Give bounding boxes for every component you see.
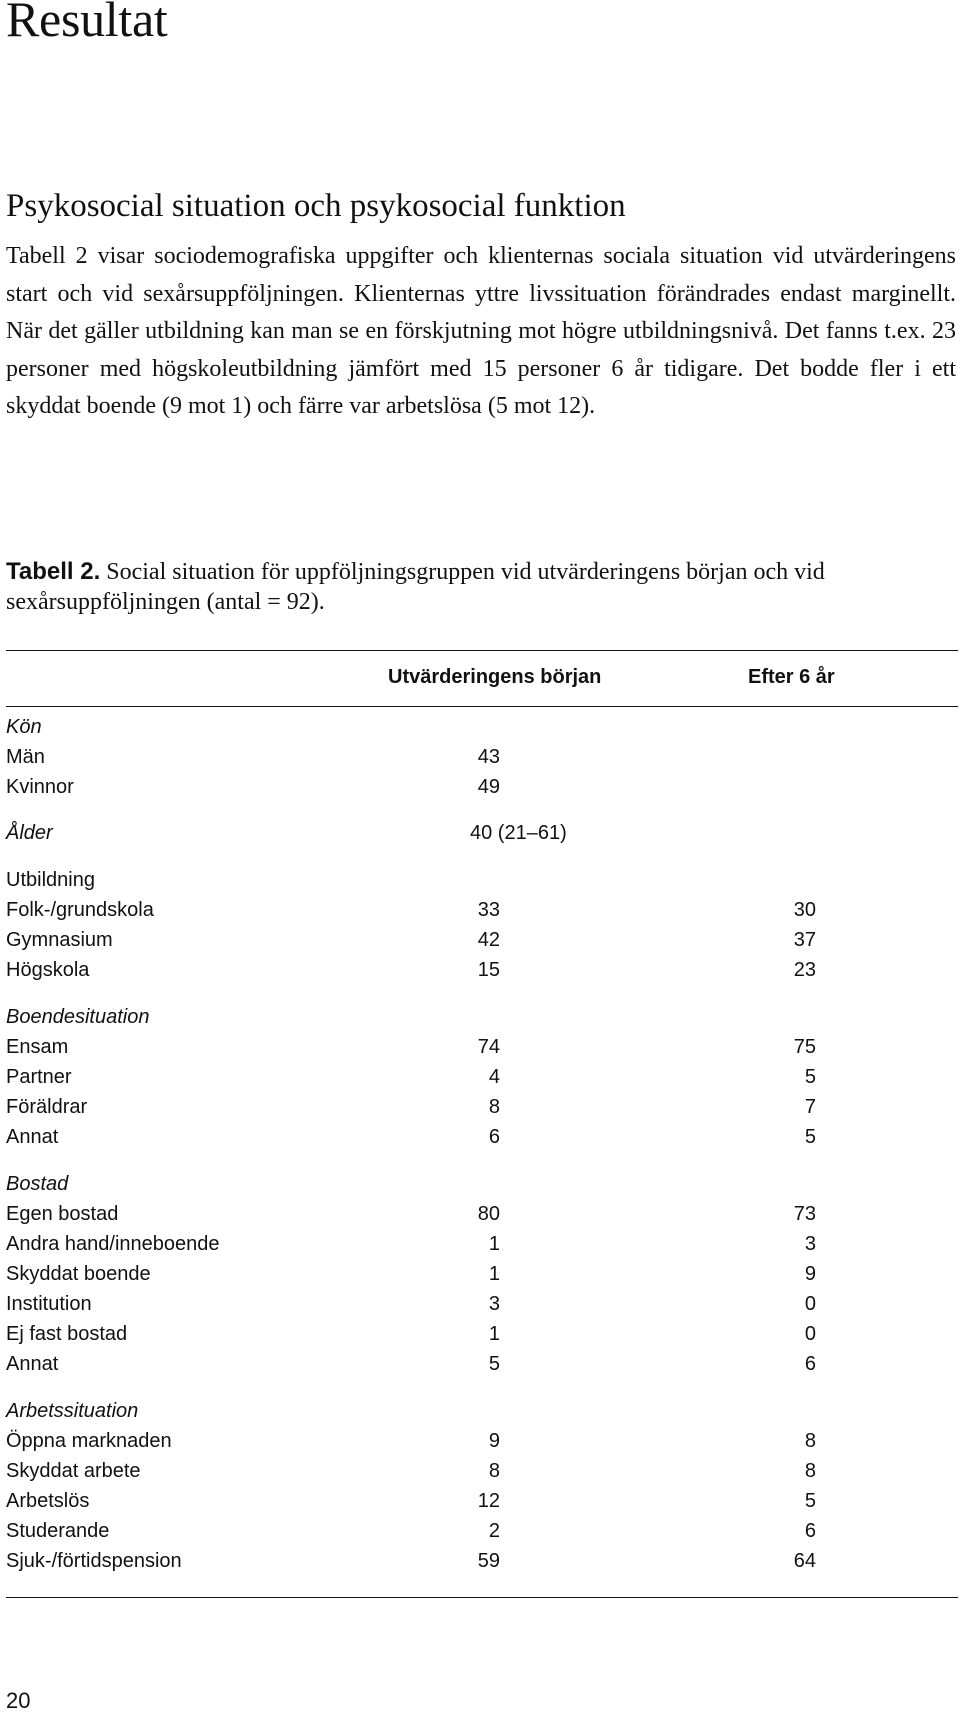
section-title: Psykosocial situation och psykosocial funktion (6, 188, 626, 224)
table-cell-start: 42 (477, 929, 500, 951)
page-title: Resultat (6, 0, 168, 47)
table-cell-6-years: 0 (804, 1323, 816, 1345)
table-row-label: Institution (6, 1293, 92, 1315)
table-row (6, 959, 956, 983)
table-row-label: Öppna marknaden (6, 1430, 172, 1452)
table-row (6, 1263, 956, 1287)
table-row (6, 1066, 956, 1090)
table-cell-6-years: 5 (804, 1490, 816, 1512)
body-paragraph: Tabell 2 visar sociodemografiska uppgifter och klienternas sociala situation vid utvärderingens start och vid sexårsuppföljningen. Klienternas yttre livssituation förändrades endast marginellt. När det gäller utbildning kan man se en förskjutning mot högre utbildningsnivå. Det fanns t.ex. 23 personer med högskoleutbildning jämfört med 15 personer 6 år tidigare. Det bodde fler i ett skyddat boende (9 mot 1) och färre var arbetslösa (5 mot 12). (6, 243, 956, 419)
table-cell-6-years: 8 (804, 1430, 816, 1452)
table-cell-6-years: 9 (804, 1263, 816, 1285)
table-cell-start: 5 (488, 1353, 500, 1375)
table-cell-6-years: 73 (793, 1203, 816, 1225)
table-group-label: Ålder (6, 822, 53, 844)
table-cell-6-years: 6 (804, 1353, 816, 1375)
table-row (6, 1126, 956, 1150)
table-row-label: Sjuk-/förtidspension (6, 1550, 182, 1572)
table-group-label: Bostad (6, 1173, 69, 1195)
table-cell-start: 3 (488, 1293, 500, 1315)
table-group-label: Kön (6, 716, 42, 738)
table-cell-start: 9 (488, 1430, 500, 1452)
table-row-label: Föräldrar (6, 1096, 88, 1118)
column-header-start: Utvärderingens början (388, 666, 602, 688)
table-row-label: Annat (6, 1353, 59, 1375)
table-group-label: Arbetssituation (6, 1400, 139, 1422)
table-row (6, 1353, 956, 1377)
table-row (6, 869, 956, 893)
table-row (6, 1460, 956, 1484)
table-cell-start: 59 (477, 1550, 500, 1572)
table-row (6, 1006, 956, 1030)
table-cell-6-years: 64 (793, 1550, 816, 1572)
table-row (6, 1430, 956, 1454)
table-cell-start: 80 (477, 1203, 500, 1225)
table-cell-6-years: 3 (804, 1233, 816, 1255)
table-row-label: Arbetslös (6, 1490, 90, 1512)
table-row (6, 746, 956, 770)
table-cell-start: 1 (488, 1263, 500, 1285)
table-cell-6-years: 30 (793, 899, 816, 921)
table-row-label: Skyddat boende (6, 1263, 151, 1285)
table-cell-start: 8 (488, 1096, 500, 1118)
table-cell-start: 6 (488, 1126, 500, 1148)
table-cell-start: 1 (488, 1323, 500, 1345)
table-row (6, 1520, 956, 1544)
table-row (6, 1036, 956, 1060)
table-row (6, 1323, 956, 1347)
page-number: 20 (6, 1688, 31, 1713)
table-row-label: Högskola (6, 959, 90, 981)
table-cell-start: 15 (477, 959, 500, 981)
table-cell-start: 49 (477, 776, 500, 798)
table-row-label: Studerande (6, 1520, 110, 1542)
table-cell-6-years: 37 (793, 929, 816, 951)
table-row-label: Egen bostad (6, 1203, 119, 1225)
table-top-rule (6, 650, 958, 651)
table-caption (6, 557, 956, 617)
table-row (6, 1490, 956, 1514)
table-cell-start: 40 (21–61) (470, 822, 567, 844)
table-header-rule (6, 706, 958, 707)
table-cell-6-years: 8 (804, 1460, 816, 1482)
table-row-label: Partner (6, 1066, 72, 1088)
table-row-label: Andra hand/inneboende (6, 1233, 220, 1255)
table-cell-start: 12 (477, 1490, 500, 1512)
table-row-label: Ej fast bostad (6, 1323, 128, 1345)
table-row (6, 1233, 956, 1257)
table-row-label: Ensam (6, 1036, 69, 1058)
table-row-label: Kvinnor (6, 776, 74, 798)
table-cell-6-years: 23 (793, 959, 816, 981)
table-cell-6-years: 5 (804, 1066, 816, 1088)
table-row (6, 929, 956, 953)
table-cell-6-years: 7 (804, 1096, 816, 1118)
table-cell-start: 4 (488, 1066, 500, 1088)
table-row (6, 1550, 956, 1574)
table-cell-start: 1 (488, 1233, 500, 1255)
table-cell-6-years: 75 (793, 1036, 816, 1058)
table-row (6, 776, 956, 800)
table-row (6, 716, 956, 740)
table-cell-6-years: 0 (804, 1293, 816, 1315)
table-row (6, 1400, 956, 1424)
table-bottom-rule (6, 1597, 958, 1598)
table-caption-label: Tabell 2. (6, 558, 101, 585)
table-row-label: Annat (6, 1126, 59, 1148)
table-cell-start: 43 (477, 746, 500, 768)
table-cell-start: 33 (477, 899, 500, 921)
table-row (6, 1293, 956, 1317)
table-row (6, 822, 956, 846)
table-row (6, 1203, 956, 1227)
table-group-label: Boendesituation (6, 1006, 150, 1028)
table-row-label: Gymnasium (6, 929, 113, 951)
table-cell-6-years: 5 (804, 1126, 816, 1148)
table-cell-6-years: 6 (804, 1520, 816, 1542)
table-row (6, 1173, 956, 1197)
table-row-label: Skyddat arbete (6, 1460, 141, 1482)
table-row-label: Män (6, 746, 45, 768)
table-row-label: Utbildning (6, 869, 95, 891)
table-caption-text: Social situation för uppföljningsgruppen vid utvärderingens början och vid sexårsuppföljningen (antal = 92). (6, 559, 825, 615)
table-cell-start: 2 (488, 1520, 500, 1542)
table-cell-start: 74 (477, 1036, 500, 1058)
table-row (6, 1096, 956, 1120)
table-row (6, 899, 956, 923)
column-header-6-years: Efter 6 år (748, 666, 835, 688)
table-row-label: Folk-/grundskola (6, 899, 154, 921)
table-cell-start: 8 (488, 1460, 500, 1482)
